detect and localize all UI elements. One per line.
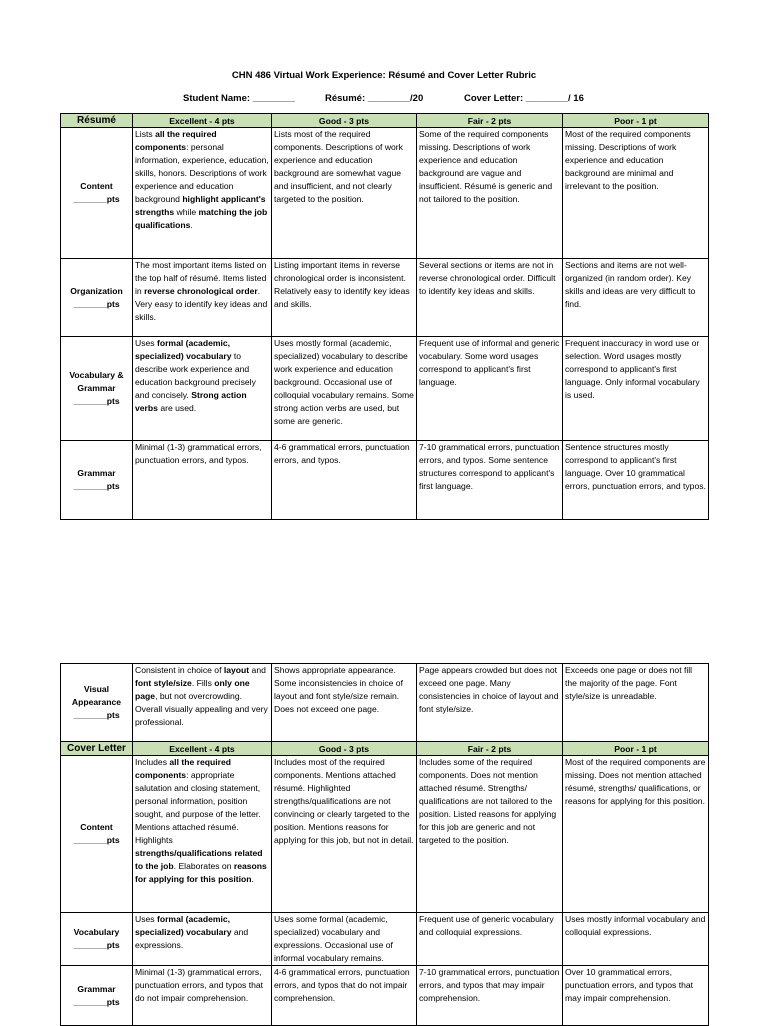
descriptor-text: 7-10 grammatical errors, punctuation errors, and typos. Some sentence structures correspond to applicant's first language. [419,442,560,491]
descriptor-text: Lists most of the required components. Descriptions of work experience and education background are somewhat vague and insufficient, and not clearly targeted to the position. [274,129,403,204]
descriptor-text: Most of the required components are missing. Does not mention attached résumé, strengths/ qualifications, or reasons for applying for this position. [565,757,706,806]
descriptor-cell-excellent [133,756,272,913]
descriptor-cell-good [272,664,417,742]
emphasized-text: formal (academic, specialized) vocabulary [135,914,232,937]
section-label-resume: Résumé [61,114,133,128]
descriptor-cell-poor [563,756,709,913]
descriptor-cell-fair [417,966,563,1026]
descriptor-cell-fair [417,756,563,913]
descriptor-cell-excellent [133,441,272,520]
criterion-label: Grammar [77,983,116,994]
emphasized-text: only one page [135,678,250,701]
descriptor-text: and expressions. [135,927,249,950]
criterion-label-cell [61,337,133,441]
descriptor-cell-good [272,259,417,337]
criterion-label-cell [61,966,133,1026]
emphasized-text: formal (academic, specialized) vocabulary [135,338,232,361]
descriptor-cell-excellent [133,337,272,441]
descriptor-cell-excellent [133,128,272,259]
descriptor-cell-fair [417,128,563,259]
criterion-label: Organization [70,285,123,296]
descriptor-text: Frequent use of informal and generic vocabulary. Some word usages correspond to applicant's first language. [419,338,560,387]
header-good: Good - 3 pts [272,742,417,756]
header-excellent: Excellent - 4 pts [133,114,272,128]
descriptor-text: . [190,220,193,230]
emphasized-text: reverse chronological order [144,286,258,296]
descriptor-text: . Elaborates on [173,861,234,871]
descriptor-cell-excellent [133,664,272,742]
header-poor: Poor - 1 pt [563,114,709,128]
descriptor-text: Includes most of the required components. Mentions attached résumé. Highlighted strengths/qualifications are not convincing or clearly targeted to the position. Mentions reasons for applying for this job, but not in detail. [274,757,414,845]
student-name-field: Student Name: ________ [183,93,295,104]
descriptor-text: . [251,874,254,884]
descriptor-text: Includes some of the required components. Does not mention attached résumé. Strengths/ qualifications are not tailored to the position. Listed reasons for applying for this job are generic and not targeted to the position. [419,757,557,845]
descriptor-text: , but not overcrowding. Overall visually appealing and very professional. [135,691,268,727]
rubric-row [61,259,709,337]
points-blank: _______pts [73,996,120,1007]
descriptor-text: Uses [135,338,157,348]
descriptor-text: Uses some formal (academic, specialized) vocabulary and expressions. Occasional use of informal vocabulary remains. [274,914,393,963]
descriptor-cell-poor [563,259,709,337]
descriptor-text: Over 10 grammatical errors, punctuation errors, and typos that may impair comprehension. [565,967,694,1003]
cover-letter-score-field: Cover Letter: ________/ 16 [464,93,584,104]
emphasized-text: all the required components [135,129,217,152]
descriptor-text: Several sections or items are not in reverse chronological order. Difficult to identify key ideas and skills. [419,260,556,296]
descriptor-text: are used. [157,403,197,413]
header-fair: Fair - 2 pts [417,114,563,128]
rubric-title: CHN 486 Virtual Work Experience: Résumé and Cover Letter Rubric [231,70,537,81]
descriptor-text: Page appears crowded but does not exceed one page. Many consistencies in choice of layout and font style/size. [419,665,559,714]
descriptor-text: Sentence structures mostly correspond to applicant's first language. Over 10 grammatical errors, punctuation errors, and typos. [565,442,706,491]
points-blank: _______pts [73,940,120,950]
header-poor: Poor - 1 pt [563,742,709,756]
descriptor-text: Most of the required components missing. Descriptions of work experience and education background are minimal and irrelevant to the position. [565,129,691,191]
emphasized-text: matching the job qualifications [135,207,268,230]
resume-rubric-table [60,113,709,520]
descriptor-text: The most important items listed on the top half of résumé. Items listed in [135,260,267,296]
header-excellent: Excellent - 4 pts [133,742,272,756]
descriptor-cell-poor [563,337,709,441]
criterion-label-cell [61,128,133,259]
emphasized-text: Strong action verbs [135,390,247,413]
criterion-label: Grammar [77,468,116,478]
resume-score-field: Résumé: ________/20 [325,93,424,104]
descriptor-text: Sections and items are not well-organized (in random order). Key skills and ideas are very difficult to find. [565,260,696,309]
points-blank: _______pts [73,194,120,204]
criterion-label-cell [61,913,133,966]
descriptor-text: to describe work experience and education background precisely and concisely. [135,351,256,400]
descriptor-cell-poor [563,966,709,1026]
descriptor-cell-fair [417,913,563,966]
descriptor-text: Exceeds one page or does not fill the majority of the page. Font style/size is unreadable. [565,665,693,701]
points-blank: _______pts [73,396,120,406]
descriptor-cell-good [272,756,417,913]
descriptor-text: 4-6 grammatical errors, punctuation errors, and typos. [274,442,410,465]
descriptor-cell-good [272,966,417,1026]
points-blank: _______pts [73,710,120,720]
emphasized-text: highlight applicant's strengths [135,194,266,217]
descriptor-cell-fair [417,664,563,742]
descriptor-cell-good [272,913,417,966]
descriptor-cell-poor [563,441,709,520]
descriptor-text: 7-10 grammatical errors, punctuation errors, and typos that may impair comprehension. [419,967,560,1003]
descriptor-text: Minimal (1-3) grammatical errors, punctuation errors, and typos that do not impair comprehension. [135,967,264,1003]
descriptor-cell-poor [563,913,709,966]
criterion-label: Vocabulary [73,927,120,937]
criterion-label-cell [61,756,133,913]
descriptor-text: Uses [135,914,157,924]
descriptor-cell-good [272,441,417,520]
descriptor-cell-fair [417,337,563,441]
rubric-row [61,664,709,742]
criterion-label: Vocabulary & Grammar [69,370,124,393]
emphasized-text: layout [223,665,250,675]
rubric-row [61,337,709,441]
descriptor-text: . Very easy to identify key ideas and skills. [135,286,268,322]
descriptor-cell-fair [417,441,563,520]
descriptor-cell-excellent [133,966,272,1026]
points-blank: _______pts [73,481,120,491]
descriptor-text: . Fills [191,678,215,688]
criterion-label-cell [61,664,133,742]
criterion-label: Content [80,181,113,191]
emphasized-text: strengths/qualifications related to the job [135,848,263,871]
descriptor-text: Shows appropriate appearance. Some inconsistencies in choice of layout and font style/size remain. Does not exceed one page. [274,665,403,714]
descriptor-cell-good [272,128,417,259]
descriptor-text: Consistent in choice of [135,665,224,675]
descriptor-text: Frequent inaccuracy in word use or selection. Word usages mostly correspond to applicant's first language. Only informal vocabulary is used. [565,338,700,400]
descriptor-text: Some of the required components missing. Descriptions of work experience and education background are vague and insufficient. Résumé is generic and not tailored to the position. [419,129,553,204]
rubric-row [61,966,709,1026]
rubric-row [61,913,709,966]
descriptor-text: : appropriate salutation and closing statement, personal information, position sought, and purpose of the letter. Mentions attached résumé. Highlights [135,770,261,845]
emphasized-text: all the required components [135,757,232,780]
cover-letter-header-row [61,742,709,756]
descriptor-text: Includes [135,757,170,767]
descriptor-cell-excellent [133,259,272,337]
descriptor-cell-good [272,337,417,441]
emphasized-text: font style/size [135,678,192,688]
descriptor-text: Uses mostly informal vocabulary and colloquial expressions. [565,914,706,937]
descriptor-cell-poor [563,664,709,742]
descriptor-text: while [174,207,199,217]
criterion-label-cell [61,441,133,520]
emphasized-text: reasons for applying for this position [135,861,267,884]
criterion-label: Content [80,822,113,832]
descriptor-text: 4-6 grammatical errors, punctuation errors, and typos that do not impair comprehension. [274,967,410,1003]
points-blank: _______pts [73,835,120,845]
points-blank: _______pts [73,298,120,309]
section-label-cover-letter: Cover Letter [61,742,133,756]
rubric-row [61,128,709,259]
descriptor-cell-fair [417,259,563,337]
header-good: Good - 3 pts [272,114,417,128]
descriptor-cell-excellent [133,913,272,966]
resume-header-row [61,114,709,128]
criterion-label-cell [61,259,133,337]
rubric-row [61,441,709,520]
descriptor-text: Minimal (1-3) grammatical errors, punctuation errors, and typos. [135,442,262,465]
rubric-row [61,756,709,913]
descriptor-cell-poor [563,128,709,259]
cover-letter-rubric-table [60,663,709,1026]
descriptor-text: and [249,665,266,675]
descriptor-text: Lists [135,129,156,139]
descriptor-text: Listing important items in reverse chronological order is inconsistent. Relatively easy to identify key ideas and skills. [274,260,410,309]
header-fair: Fair - 2 pts [417,742,563,756]
descriptor-text: : personal information, experience, education, skills, honors. Descriptions of work experience and education background [135,142,269,204]
descriptor-text: Uses mostly formal (academic, specialized) vocabulary to describe work experience and education background. Occasional use of colloquial vocabulary remains. Some strong action verbs are used, but some are generic. [274,338,414,426]
descriptor-text: Frequent use of generic vocabulary and colloquial expressions. [419,914,554,937]
criterion-label: Visual Appearance [71,684,122,707]
